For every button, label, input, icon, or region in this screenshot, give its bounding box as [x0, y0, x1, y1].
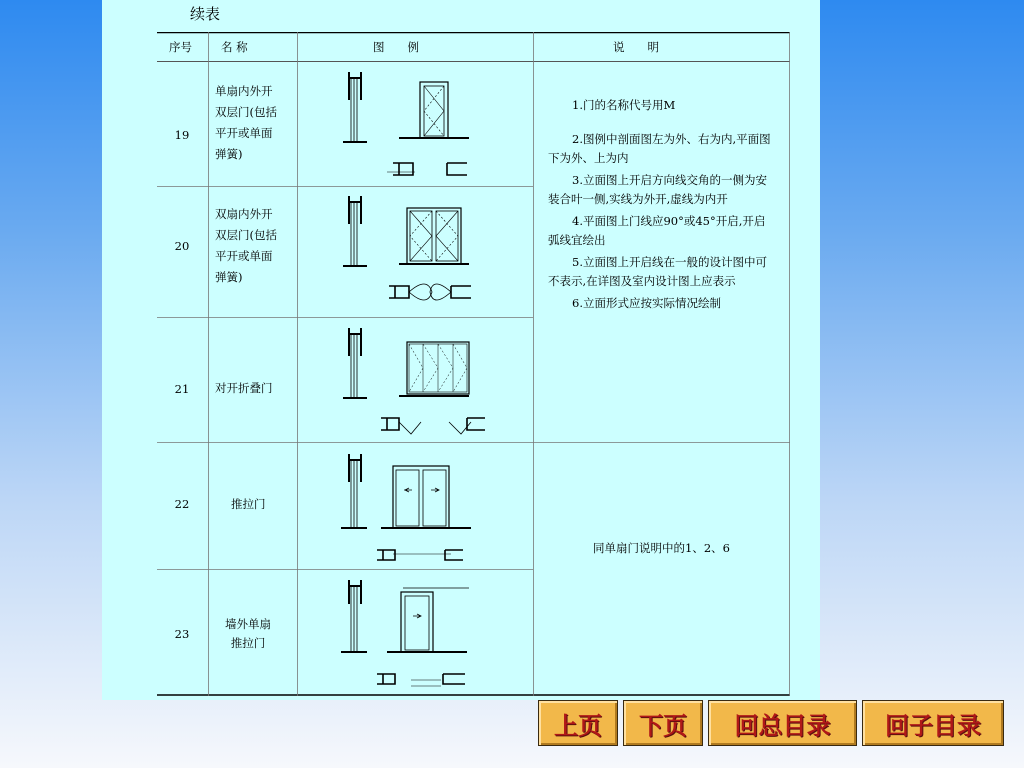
- door-23-figure: [327, 576, 487, 694]
- door-21-figure: [327, 324, 487, 440]
- note-1: 1.门的名称代号用M: [572, 98, 676, 112]
- row-seq-19: 19: [174, 128, 190, 142]
- main-toc-button[interactable]: 回总目录: [708, 700, 857, 746]
- note-5: 5.立面图上开启线在一般的设计图中可不表示,在详图及室内设计图上应表示: [548, 254, 767, 288]
- header-note: 说 明: [613, 40, 659, 54]
- note-shared: 同单扇门说明中的1、2、6: [593, 541, 730, 555]
- door-20-figure: [327, 192, 487, 312]
- row-name-20: 双扇内外开 双层门(包括 平开或单面 弹簧): [215, 207, 277, 284]
- row-seq-23: 23: [174, 627, 190, 641]
- row-name-21: 对开折叠门: [215, 381, 273, 395]
- note-6: 6.立面形式应按实际情况绘制: [572, 295, 721, 310]
- header-name: 名 称: [221, 40, 248, 54]
- next-page-button[interactable]: 下页: [623, 700, 703, 746]
- row-name-19: 单扇内外开 双层门(包括 平开或单面 弹簧): [215, 84, 277, 161]
- note-4: 4.平面图上门线应90°或45°开启,开启弧线宜绘出: [548, 213, 766, 247]
- note-2: 2.图例中剖面图左为外、右为内,平面图下为外、上为内: [548, 131, 771, 165]
- notes-block: [548, 96, 776, 313]
- prev-page-button[interactable]: 上页: [538, 700, 618, 746]
- note-3: 3.立面图上开启方向线交角的一侧为安装合叶一侧,实线为外开,虚线为内开: [548, 172, 767, 206]
- sub-toc-button[interactable]: 回子目录: [862, 700, 1004, 746]
- door-22-figure: [327, 450, 487, 570]
- row-seq-20: 20: [174, 239, 190, 253]
- door-legend-table: [157, 32, 790, 696]
- row-seq-21: 21: [174, 382, 190, 396]
- header-figure: 图 例: [373, 40, 419, 54]
- row-name-23: 墙外单扇 推拉门: [225, 617, 271, 650]
- row-name-22: 推拉门: [231, 497, 266, 511]
- door-19-figure: [327, 68, 487, 184]
- row-seq-22: 22: [174, 497, 190, 511]
- table-caption: 续表: [190, 5, 221, 23]
- header-seq: 序号: [169, 40, 192, 54]
- content-panel: [102, 0, 820, 700]
